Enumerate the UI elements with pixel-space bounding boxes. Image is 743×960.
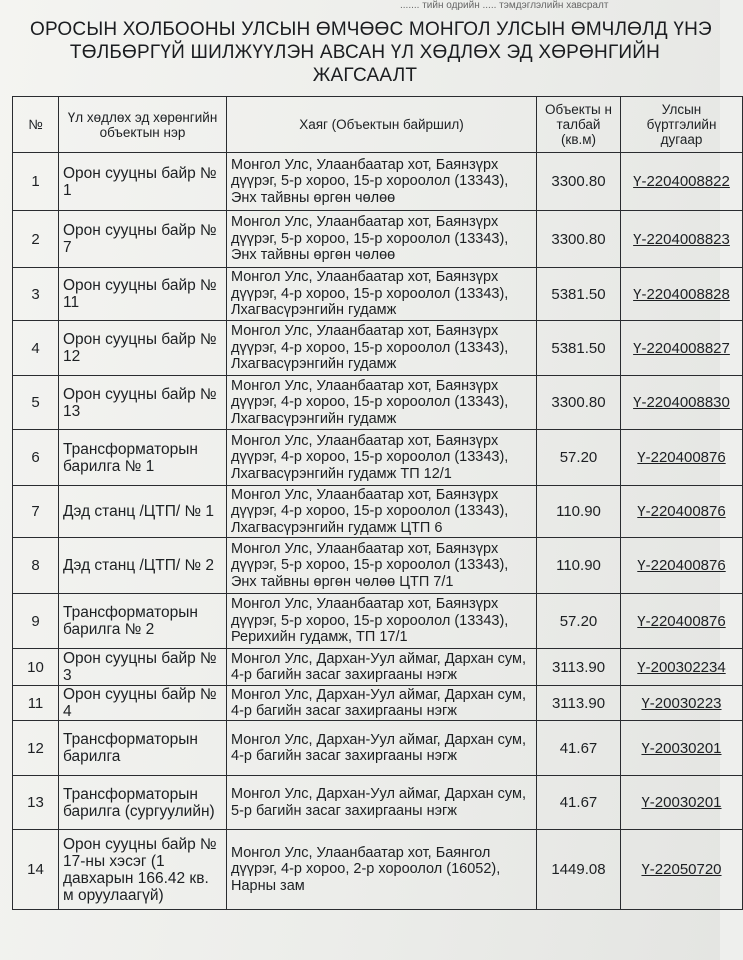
object-name: Дэд станц /ЦТП/ № 2 [59, 538, 227, 594]
table-row [13, 649, 743, 686]
table-row [13, 686, 743, 721]
object-area: 3300.80 [537, 153, 621, 211]
object-name: Орон сууцны байр № 17-ны хэсэг (1 давхарын 166.42 кв. м оруулаагүй) [59, 830, 227, 910]
table-row [13, 594, 743, 649]
registration-number: Ү-220400876 [621, 430, 743, 486]
title-line: ОРОСЫН ХОЛБООНЫ УЛСЫН ӨМЧӨӨС МОНГОЛ УЛСЫН ӨМЧЛӨЛД ҮНЭ [30, 19, 712, 40]
object-name: Трансформаторын барилга № 2 [59, 594, 227, 649]
row-number: 12 [13, 721, 59, 776]
object-address: Монгол Улс, Улаанбаатар хот, Баянгол дүүрэг, 4-р хороо, 2-р хороолол (16052), Нарны зам [227, 830, 537, 910]
row-number: 4 [13, 321, 59, 376]
object-name: Орон сууцны байр № 7 [59, 211, 227, 268]
row-number: 3 [13, 268, 59, 321]
object-area: 57.20 [537, 594, 621, 649]
row-number: 6 [13, 430, 59, 486]
object-address: Монгол Улс, Дархан-Уул аймаг, Дархан сум, 4-р багийн засаг захиргааны нэгж [227, 649, 537, 686]
property-table [12, 96, 743, 910]
header-area: Объекты н талбай (кв.м) [537, 97, 621, 153]
object-area: 3300.80 [537, 376, 621, 430]
row-number: 7 [13, 486, 59, 538]
table-row [13, 321, 743, 376]
object-name: Трансформаторын барилга [59, 721, 227, 776]
row-number: 5 [13, 376, 59, 430]
table-row [13, 211, 743, 268]
object-name: Трансформаторын барилга № 1 [59, 430, 227, 486]
object-area: 41.67 [537, 721, 621, 776]
registration-number: Ү-20030223 [621, 686, 743, 721]
header-name: Үл хөдлөх эд хөрөнгийн объектын нэр [59, 97, 227, 153]
object-address: Монгол Улс, Дархан-Уул аймаг, Дархан сум, 4-р багийн засаг захиргааны нэгж [227, 721, 537, 776]
object-name: Орон сууцны байр № 3 [59, 649, 227, 686]
registration-number: Ү-2204008830 [621, 376, 743, 430]
header-address: Хаяг (Объектын байршил) [227, 97, 537, 153]
object-address: Монгол Улс, Улаанбаатар хот, Баянзүрх дүүрэг, 4-р хороо, 15-р хороолол (13343), Лхагвасүрэнгийн гудамж [227, 376, 537, 430]
table-row [13, 830, 743, 910]
object-address: Монгол Улс, Улаанбаатар хот, Баянзүрх дүүрэг, 4-р хороо, 15-р хороолол (13343), Лхагвасүрэнгийн гудамж ТП 12/1 [227, 430, 537, 486]
object-area: 5381.50 [537, 321, 621, 376]
registration-number: Ү-2204008827 [621, 321, 743, 376]
row-number: 11 [13, 686, 59, 721]
object-area: 110.90 [537, 538, 621, 594]
table-row [13, 268, 743, 321]
object-area: 110.90 [537, 486, 621, 538]
document-title [30, 18, 712, 87]
object-area: 57.20 [537, 430, 621, 486]
row-number: 9 [13, 594, 59, 649]
object-name: Орон сууцны байр № 11 [59, 268, 227, 321]
registration-number: Ү-22050720 [621, 830, 743, 910]
object-name: Орон сууцны байр № 13 [59, 376, 227, 430]
registration-number: Ү-2204008828 [621, 268, 743, 321]
object-name: Дэд станц /ЦТП/ № 1 [59, 486, 227, 538]
registration-number: Ү-200302234 [621, 649, 743, 686]
object-address: Монгол Улс, Улаанбаатар хот, Баянзүрх дүүрэг, 5-р хороо, 15-р хороолол (13343), Рерихийн гудамж, ТП 17/1 [227, 594, 537, 649]
registration-number: Ү-220400876 [621, 538, 743, 594]
row-number: 8 [13, 538, 59, 594]
object-address: Монгол Улс, Дархан-Уул аймаг, Дархан сум, 4-р багийн засаг захиргааны нэгж [227, 686, 537, 721]
table-body [13, 153, 743, 910]
row-number: 1 [13, 153, 59, 211]
registration-number: Ү-2204008823 [621, 211, 743, 268]
table-row [13, 486, 743, 538]
registration-number: Ү-220400876 [621, 486, 743, 538]
registration-number: Ү-2204008822 [621, 153, 743, 211]
object-name: Орон сууцны байр № 1 [59, 153, 227, 211]
row-number: 2 [13, 211, 59, 268]
title-line: ТӨЛБӨРГҮЙ ШИЛЖҮҮЛЭН АВСАН ҮЛ ХӨДЛӨХ ЭД ХӨРӨНГИЙН [69, 42, 661, 63]
table-row [13, 776, 743, 830]
object-area: 3113.90 [537, 686, 621, 721]
object-name: Орон сууцны байр № 4 [59, 686, 227, 721]
object-address: Монгол Улс, Улаанбаатар хот, Баянзүрх дүүрэг, 4-р хороо, 15-р хороолол (13343), Лхагвасүрэнгийн гудамж [227, 268, 537, 321]
table-row [13, 721, 743, 776]
object-name: Орон сууцны байр № 12 [59, 321, 227, 376]
registration-number: Ү-220400876 [621, 594, 743, 649]
row-number: 14 [13, 830, 59, 910]
header-reg: Улсын бүртгэлийн дугаар [621, 97, 743, 153]
table-row [13, 376, 743, 430]
object-address: Монгол Улс, Дархан-Уул аймаг, Дархан сум, 5-р багийн засаг захиргааны нэгж [227, 776, 537, 830]
table-row [13, 538, 743, 594]
table-row [13, 153, 743, 211]
table-header-row [13, 97, 743, 153]
registration-number: Ү-20030201 [621, 776, 743, 830]
object-area: 3300.80 [537, 211, 621, 268]
object-name: Трансформаторын барилга (сургуулийн) [59, 776, 227, 830]
cut-off-header-note: ....... тийн одрийн ..... тэмдэглэлийн хавсралт [400, 0, 609, 11]
title-line: ЖАГСААЛТ [312, 65, 418, 86]
object-address: Монгол Улс, Улаанбаатар хот, Баянзүрх дүүрэг, 5-р хороо, 15-р хороолол (13343), Энх тайвны өргөн чөлөө [227, 211, 537, 268]
row-number: 10 [13, 649, 59, 686]
object-area: 5381.50 [537, 268, 621, 321]
object-address: Монгол Улс, Улаанбаатар хот, Баянзүрх дүүрэг, 5-р хороо, 15-р хороолол (13343), Энх тайвны өргөн чөлөө ЦТП 7/1 [227, 538, 537, 594]
table-row [13, 430, 743, 486]
object-area: 1449.08 [537, 830, 621, 910]
row-number: 13 [13, 776, 59, 830]
registration-number: Ү-20030201 [621, 721, 743, 776]
object-address: Монгол Улс, Улаанбаатар хот, Баянзүрх дүүрэг, 4-р хороо, 15-р хороолол (13343), Лхагвасүрэнгийн гудамж ЦТП 6 [227, 486, 537, 538]
object-address: Монгол Улс, Улаанбаатар хот, Баянзүрх дүүрэг, 4-р хороо, 15-р хороолол (13343), Лхагвасүрэнгийн гудамж [227, 321, 537, 376]
object-area: 41.67 [537, 776, 621, 830]
header-no: № [13, 97, 59, 153]
object-address: Монгол Улс, Улаанбаатар хот, Баянзүрх дүүрэг, 5-р хороо, 15-р хороолол (13343), Энх тайвны өргөн чөлөө [227, 153, 537, 211]
object-area: 3113.90 [537, 649, 621, 686]
